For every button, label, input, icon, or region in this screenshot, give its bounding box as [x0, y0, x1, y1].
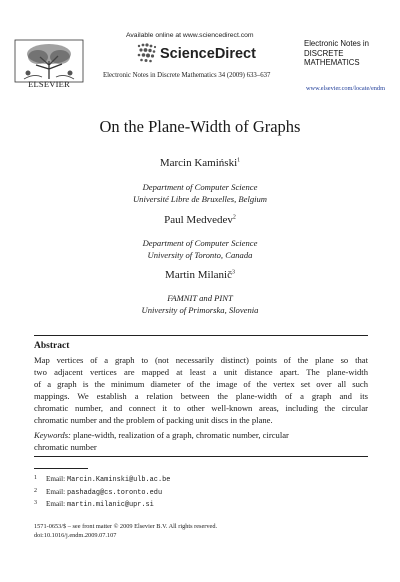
- footnote-item: [34, 473, 170, 486]
- copyright-notice: [34, 522, 217, 540]
- abstract-line: Map vertices of a graph to (not necessarily distinct) points of the plane so that: [34, 355, 368, 365]
- journal-title-block: [304, 39, 394, 68]
- affiliation-line: Department of Computer Science: [142, 238, 258, 248]
- sciencedirect-dots-icon: [136, 42, 158, 64]
- available-online-text: Available online at www.sciencedirect.com: [126, 32, 254, 39]
- footnote-number: 3: [34, 500, 37, 507]
- footnote-rule: [34, 468, 88, 469]
- abstract-top-rule: [34, 335, 368, 336]
- author-name-text: Paul Medvedev: [164, 214, 233, 226]
- author-name-text: Marcin Kamiński: [159, 157, 238, 169]
- abstract-line: of a graph is the minimum diameter of the image of the vertex set over all such: [34, 378, 368, 389]
- author-affiliation: [0, 237, 400, 261]
- email-label: Email:: [46, 487, 66, 496]
- footnote-number: 2: [34, 487, 37, 494]
- abstract-line: chromatic number and the problem of packing unit discs in the plane.: [34, 414, 273, 425]
- affiliation-line: University of Primorska, Slovenia: [141, 305, 259, 315]
- email-address[interactable]: martin.milanic@upr.si: [66, 501, 154, 510]
- author-name-text: Martin Milanič: [165, 269, 232, 281]
- author-name: [0, 214, 400, 226]
- footnote-number: 1: [34, 475, 37, 481]
- abstract-line: two adjacent vertices are mapped at least a unit distance apart. The plane-width: [34, 366, 368, 377]
- footnote-item: [34, 498, 170, 511]
- email-label: Email:: [46, 475, 66, 483]
- keywords-text-continued: chromatic number: [34, 441, 97, 452]
- journal-title-line: DISCRETE: [304, 48, 344, 58]
- email-address[interactable]: Marcin.Kaminski@ulb.ac.be: [66, 476, 171, 484]
- keywords-label: Keywords:: [34, 430, 71, 440]
- abstract-line: mappings. We establish a relation between the plane-width of a graph and its: [34, 390, 368, 401]
- footnote-mark: 2: [232, 214, 236, 221]
- paper-title: On the Plane-Width of Graphs: [99, 117, 301, 136]
- journal-citation: Electronic Notes in Discrete Mathematics 34 (2009) 633–637: [103, 72, 271, 79]
- copyright-line: 1571-0653/$ – see front matter © 2009 Elsevier B.V. All rights reserved.: [34, 523, 218, 530]
- keywords-text: plane-width, realization of a graph, chromatic number, circular: [73, 430, 289, 440]
- publisher-name: ELSEVIER: [28, 79, 70, 89]
- affiliation-line: FAMNIT and PINT: [167, 293, 233, 303]
- footnote-mark: 3: [231, 269, 235, 276]
- author-affiliation: [0, 292, 400, 316]
- doi-line[interactable]: doi:10.1016/j.endm.2009.07.107: [34, 532, 117, 539]
- author-name: [0, 157, 400, 169]
- sciencedirect-wordmark: ScienceDirect: [160, 46, 256, 62]
- affiliation-line: University of Toronto, Canada: [147, 250, 253, 260]
- keywords: [34, 430, 368, 454]
- abstract-line: chromatic number, and connect it to other well-known areas, including the circular: [34, 402, 368, 413]
- author-affiliation: [0, 181, 400, 205]
- footnote-mark: 1: [237, 157, 241, 164]
- footnote-item: [34, 486, 170, 499]
- affiliation-line: Université Libre de Bruxelles, Belgium: [132, 194, 268, 204]
- author-name: [0, 269, 400, 281]
- footnotes: [34, 473, 170, 511]
- email-address[interactable]: pashadag@cs.toronto.edu: [66, 488, 163, 497]
- journal-title-line: MATHEMATICS: [304, 58, 360, 67]
- journal-title-line: Electronic Notes in: [304, 39, 370, 48]
- abstract-bottom-rule: [34, 456, 368, 457]
- abstract-heading: Abstract: [34, 341, 70, 351]
- email-label: Email:: [46, 500, 66, 509]
- affiliation-line: Department of Computer Science: [142, 182, 258, 192]
- abstract-body: [34, 355, 368, 426]
- journal-url-link[interactable]: www.elsevier.com/locate/endm: [306, 85, 385, 92]
